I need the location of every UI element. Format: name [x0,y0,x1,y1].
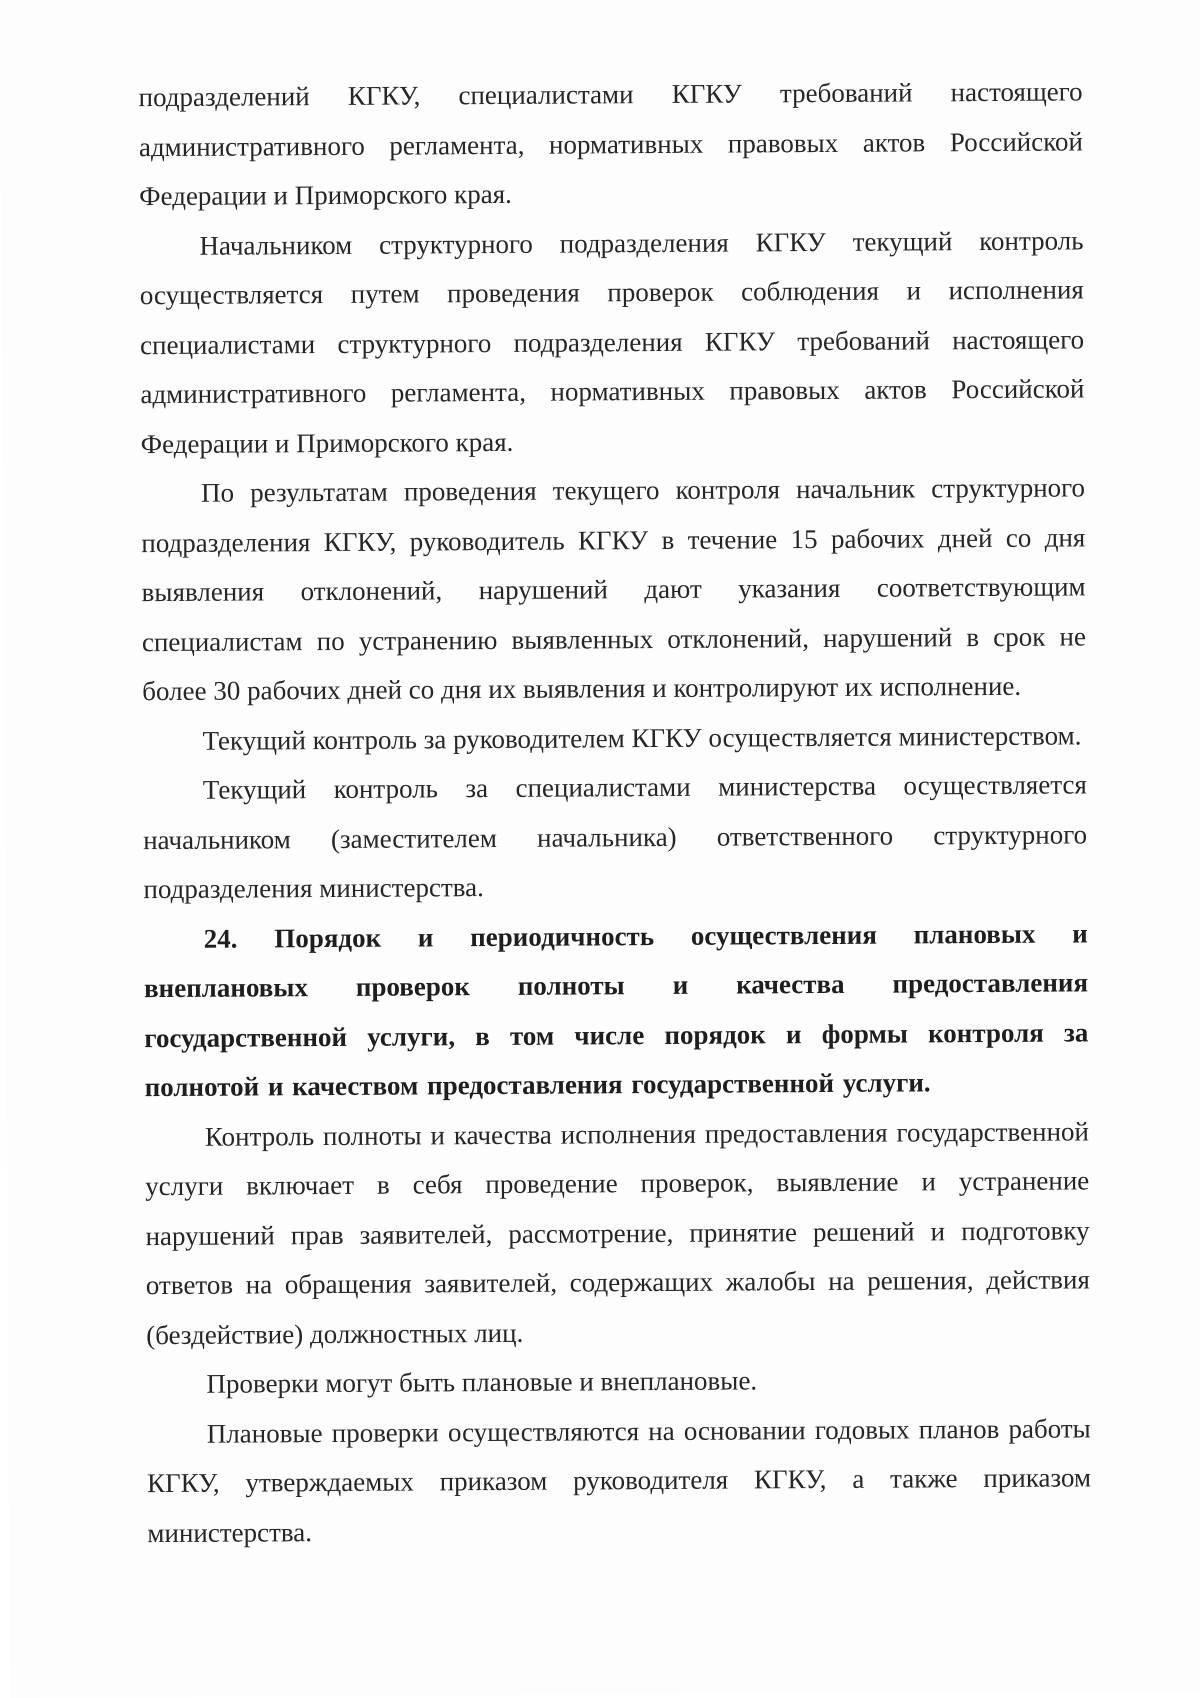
paragraph-5: Текущий контроль за специалистами министерства осуществляется начальником (заместителем начальника) ответственного структурного подразделения министерства. [143,769,1088,905]
paragraph-1: подразделений КГКУ, специалистами КГКУ требований настоящего административного регламента, нормативных правовых актов Российской Федерации и Приморского края. [138,76,1083,212]
paragraph-7: Проверки могут быть плановые и внеплановые. [206,1365,758,1399]
section-heading-24: 24. Порядок и периодичность осуществления плановых и внеплановых проверок полноты и качества предоставления государственной услуги, в том числе порядок и формы контроля за полнотой и качеством предоставления государственной услуги. [143,917,1089,1103]
paragraph-3: По результатам проведения текущего контроля начальник структурного подразделения КГКУ, руководитель КГКУ в течение 15 рабочих дней со дня выявления отклонений, нарушений дают указания соответствующим специалистам по устранению выявленных отклонений, нарушений в срок не более 30 рабочих дней со дня их выявления и контролируют их исполнение. [141,472,1086,707]
paragraph-2: Начальником структурного подразделения КГКУ текущий контроль осуществляется путем проведения проверок соблюдения и исполнения специалистами структурного подразделения КГКУ требований настоящего административного регламента, нормативных правовых актов Российской Федерации и Приморского края. [139,224,1085,459]
paragraph-6: Контроль полноты и качества исполнения предоставления государственной услуги включает в себя проведение проверок, выявление и устранение нарушений прав заявителей, рассмотрение, принятие решений и подготовку ответов на обращения заявителей, содержащих жалобы на решения, действия (бездействие) должностных лиц. [145,1115,1090,1350]
paragraph-8: Плановые проверки осуществляются на основании годовых планов работы КГКУ, утверждаемых приказом руководителя КГКУ, а также приказом министерства. [146,1412,1092,1548]
paragraph-4: Текущий контроль за руководителем КГКУ осуществляется министерством. [202,719,1082,756]
